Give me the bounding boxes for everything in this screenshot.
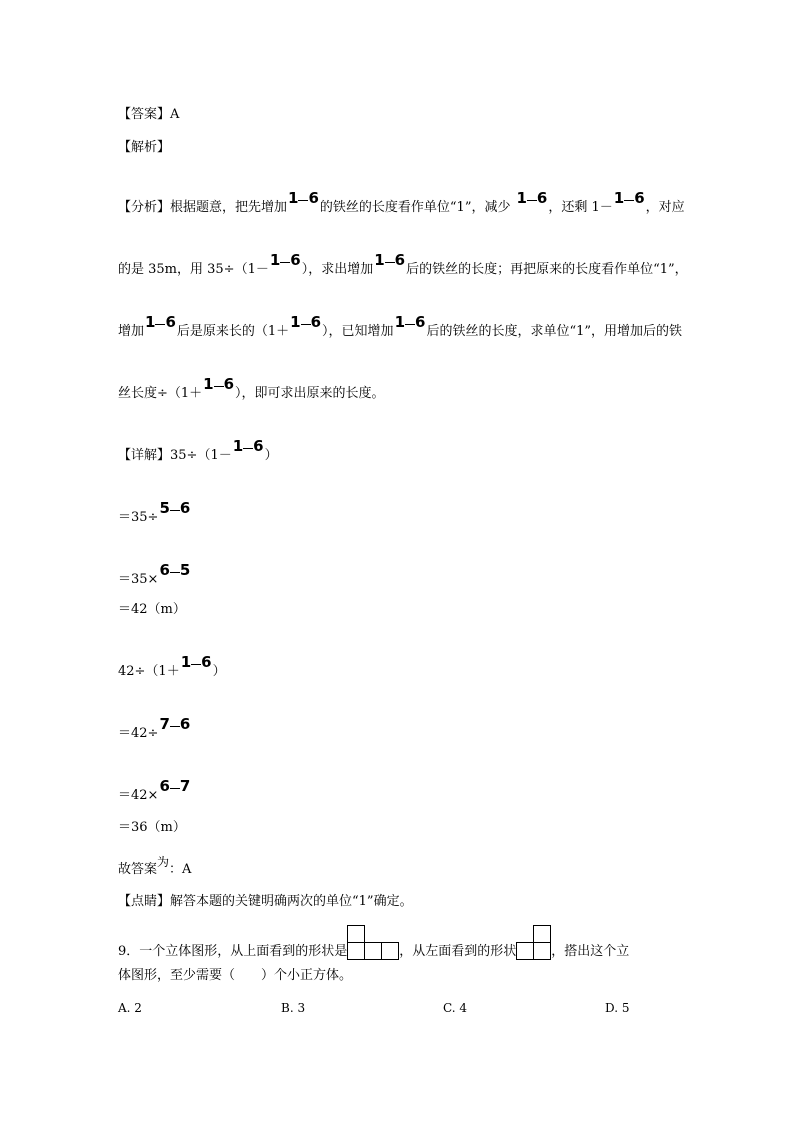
fenxi-text: ，对应: [645, 200, 685, 215]
answer-value: A: [170, 107, 180, 122]
fenxi-text: ，还剩 1－: [548, 200, 613, 215]
fenxi-text: 的铁丝的长度看作单位“1”，减少: [319, 200, 511, 215]
fenxi-text: 后的铁丝的长度，求单位“1”，用增加后的铁: [426, 324, 683, 339]
question-text: 体图形，至少需要（ ）个小正方体。: [118, 968, 353, 983]
fraction: 1 6: [145, 313, 176, 331]
conclusion-sup: 为: [157, 855, 170, 869]
fraction: 1 6: [203, 375, 235, 393]
option-d: D. 5: [605, 1001, 630, 1015]
calc-step: [118, 476, 191, 526]
calc-text: ＝42×: [118, 788, 159, 803]
fraction: 5 6: [159, 499, 191, 517]
fenxi-line-3: [118, 290, 682, 340]
fraction: 1 6: [269, 251, 301, 269]
fraction: 6 5: [159, 561, 191, 579]
fenxi-line-1: [118, 166, 685, 216]
dianjing-text: 解答本题的关键明确两次的单位“1”确定。: [170, 894, 413, 909]
left-view-figure-icon: [516, 925, 551, 960]
conclusion-text: ：A: [169, 862, 192, 877]
fenxi-text: 根据题意，把先增加: [170, 200, 288, 215]
fenxi-text: ），求出增加: [301, 262, 374, 277]
top-view-figure-icon: [347, 925, 399, 960]
fenxi-text: 的是 35m，用 35÷（1－: [118, 262, 269, 277]
fenxi-text: 后是原来长的（1＋: [176, 324, 290, 339]
calc-text: ）: [264, 448, 278, 463]
fraction: 1 6: [516, 189, 548, 207]
calc-text: ＝42÷: [118, 726, 159, 741]
calc-text: ）: [212, 664, 226, 679]
fenxi-line-2: [118, 228, 688, 278]
calc-step: [118, 568, 186, 618]
fenxi-text: 增加: [118, 324, 145, 339]
question-text: 9．一个立体图形，从上面看到的形状是: [118, 944, 348, 959]
fenxi-text: ），即可求出原来的长度。: [235, 386, 385, 401]
option-b: B. 3: [281, 1001, 306, 1015]
question-text: ，从左面看到的形状: [399, 944, 517, 959]
dianjing-line: [118, 860, 413, 910]
fenxi-label: 【分析】: [118, 200, 171, 215]
question-text: ，搭出这个立: [551, 944, 630, 959]
fraction: 1 6: [180, 653, 212, 671]
calc-text: ＝42（m）: [118, 602, 186, 617]
dianjing-label: 【点睛】: [118, 894, 171, 909]
calc-step: [118, 630, 226, 680]
fraction: 7 6: [159, 715, 191, 733]
calc-text: ＝35÷: [118, 510, 159, 525]
fenxi-text: 丝长度÷（1＋: [118, 386, 203, 401]
fraction: 1 6: [613, 189, 645, 207]
xiangjie-line-1: [118, 414, 278, 464]
calc-text: ＝36（m）: [118, 820, 186, 835]
fenxi-line-4: [118, 352, 385, 402]
fraction: 1 6: [394, 313, 426, 331]
calc-step: [118, 692, 191, 742]
answer-label: 【答案】: [118, 107, 171, 122]
calc-text: 35÷（1－: [170, 448, 232, 463]
fraction: 1 6: [290, 313, 322, 331]
fenxi-text: ），已知增加: [322, 324, 394, 339]
option-a: A. 2: [118, 1001, 142, 1015]
fraction: 6 7: [159, 777, 191, 795]
fraction: 1 6: [374, 251, 406, 269]
analysis-heading: [118, 106, 170, 156]
fraction: 1 6: [288, 189, 319, 207]
calc-text: ＝35×: [118, 572, 159, 587]
calc-text: 42÷（1＋: [118, 664, 180, 679]
option-c: C. 4: [443, 1001, 468, 1015]
fenxi-text: 后的铁丝的长度；再把原来的长度看作单位“1”，: [406, 262, 688, 277]
fraction: 1 6: [232, 437, 264, 455]
analysis-label: 【解析】: [118, 140, 171, 155]
question-9-line-2: [118, 934, 352, 984]
conclusion-text: 故答案: [118, 862, 158, 877]
xiangjie-label: 【详解】: [118, 448, 171, 463]
